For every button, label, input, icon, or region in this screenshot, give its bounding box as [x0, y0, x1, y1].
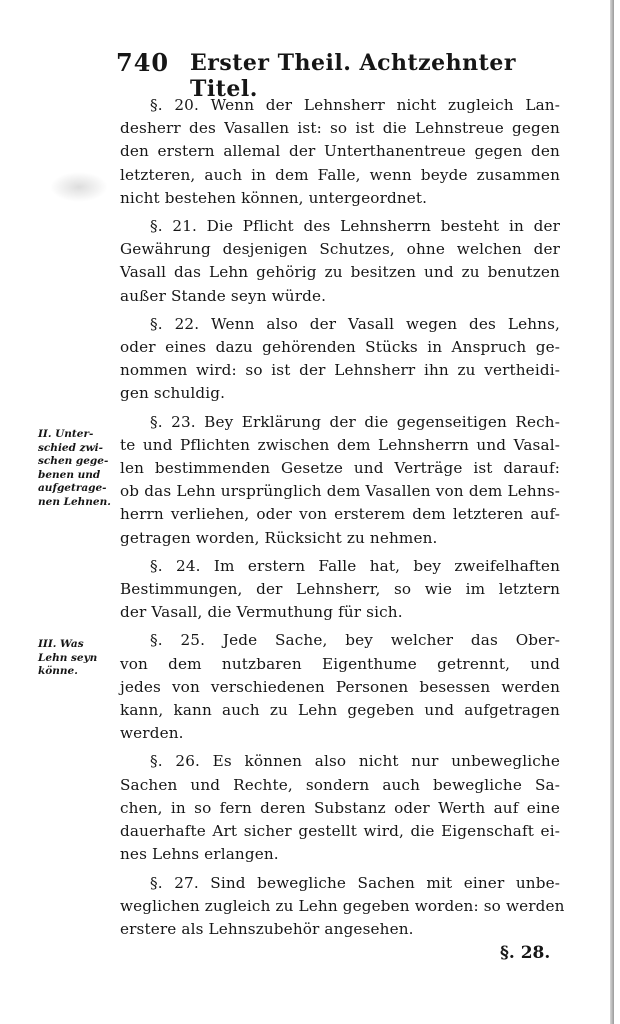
margin-note-line: Lehn seyn [38, 651, 98, 664]
section-22 [120, 313, 560, 406]
section-21 [120, 215, 560, 308]
text-line: erstere als Lehnszubehör angesehen. [120, 919, 414, 938]
text-line: §. 26. Es können also nicht nur unbewegliche [150, 752, 560, 771]
margin-note-line: schen gege- [38, 455, 109, 467]
section-20 [120, 94, 560, 210]
margin-note-distinction [38, 428, 116, 509]
text-line: oder eines dazu gehörenden Stücks in Anspruch ge- [120, 338, 560, 357]
text-line: Vasall das Lehn gehörig zu besitzen und zu benutzen [120, 263, 560, 282]
section-24 [120, 555, 560, 625]
text-line: letzteren, auch in dem Falle, wenn beyde zusammen [120, 165, 560, 184]
text-line: den erstern allemal der Unterthanentreue gegen den [120, 142, 560, 161]
margin-note-line: benen und [38, 468, 101, 481]
text-line: §. 20. Wenn der Lehnsherr nicht zugleich Lan- [150, 96, 560, 114]
text-line: nommen wird: so ist der Lehnsherr ihn zu vertheidi- [120, 361, 560, 380]
text-line: §. 27. Sind bewegliche Sachen mit einer unbe- [150, 873, 560, 892]
text-line: §. 22. Wenn also der Vasall wegen des Lehns, [150, 314, 560, 333]
text-line: §. 25. Jede Sache, bey welcher das Ober- [150, 631, 560, 650]
text-line: Gewährung desjenigen Schutzes, ohne welchen der [120, 240, 560, 259]
text-line: der Vasall, die Vermuthung für sich. [120, 603, 403, 622]
running-head: Erster Theil. Achtzehnter Titel. [190, 50, 516, 102]
margin-note-line: aufgetrage- [38, 482, 107, 494]
body-text [120, 94, 565, 946]
ink-smudge [50, 172, 108, 202]
text-line: §. 24. Im erstern Falle hat, bey zweifelhaften [150, 556, 560, 575]
text-line: werden. [120, 724, 184, 743]
text-line: gen schuldig. [120, 384, 226, 403]
text-line: außer Stande seyn würde. [120, 286, 327, 305]
page-number: 740 [116, 48, 170, 77]
text-line: nicht bestehen können, untergeordnet. [120, 188, 428, 207]
margin-note-what-can-be-fief [38, 638, 116, 679]
text-line: len bestimmenden Gesetze und Verträge ist darauf: [120, 459, 560, 478]
text-line: nes Lehns erlangen. [120, 845, 279, 864]
margin-note-line: III. Was [38, 638, 84, 650]
text-line: kann, kann auch zu Lehn gegeben und aufgetragen [120, 701, 560, 720]
text-line: jedes von verschiedenen Personen besessen werden [120, 677, 560, 696]
text-line: Bestimmungen, der Lehnsherr, so wie im letztern [120, 580, 560, 599]
text-line: getragen worden, Rücksicht zu nehmen. [120, 528, 438, 547]
section-23 [120, 411, 560, 550]
text-line: ob das Lehn ursprünglich dem Vasallen von dem Lehns- [120, 482, 560, 501]
catchword: §. 28. [500, 943, 551, 963]
text-line: dauerhafte Art sicher gestellt wird, die Eigenschaft ei- [120, 822, 560, 841]
section-25 [120, 629, 560, 745]
section-27 [120, 872, 565, 942]
margin-note-line: nen Lehnen. [38, 495, 111, 508]
text-line: §. 23. Bey Erklärung der die gegenseitigen Rech- [150, 412, 560, 431]
margin-note-line: könne. [38, 665, 78, 677]
text-line: herrn verliehen, oder von ersterem dem letzteren auf- [120, 505, 560, 524]
text-line: §. 21. Die Pflicht des Lehnsherrn besteht in der [150, 217, 560, 236]
text-line: Sachen und Rechte, sondern auch bewegliche Sa- [120, 775, 560, 794]
page-edge [610, 0, 614, 1024]
text-line: desherr des Vasallen ist: so ist die Lehnstreue gegen [120, 119, 560, 138]
margin-note-line: schied zwi- [38, 441, 103, 454]
section-26 [120, 750, 560, 866]
page-header [106, 48, 526, 102]
text-line: von dem nutzbaren Eigenthume getrennt, und [120, 654, 560, 673]
text-line: weglichen zugleich zu Lehn gegeben worden: so werden [120, 896, 565, 915]
margin-note-line: II. Unter- [38, 428, 94, 440]
text-line: te und Pflichten zwischen dem Lehnsherrn und Vasal- [120, 435, 560, 454]
text-line: chen, in so fern deren Substanz oder Werth auf eine [120, 798, 560, 817]
